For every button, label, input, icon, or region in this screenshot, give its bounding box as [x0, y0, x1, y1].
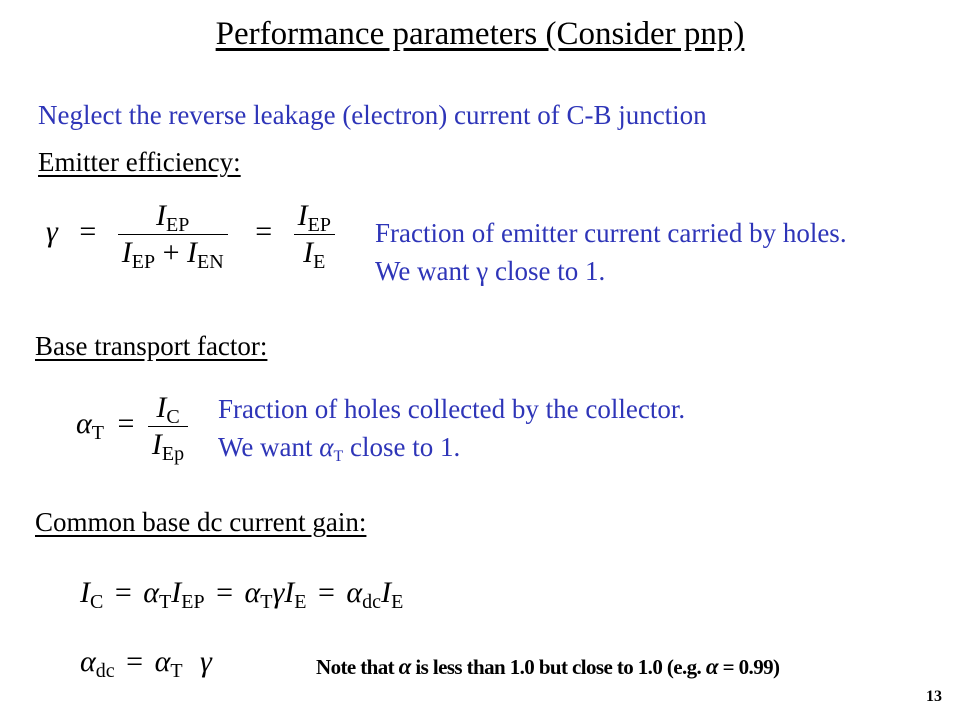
emitter-efficiency-heading: Emitter efficiency: — [38, 147, 241, 177]
base-transport-equation: $\alpha_T$ = $\frac{I_C}{I_{Ep}}$ — [76, 392, 188, 460]
current-gain-heading: Common base dc current gain: — [35, 507, 367, 537]
slide-title: Performance parameters (Consider pnp) — [215, 16, 745, 52]
base-transport-heading: Base transport factor: — [35, 331, 268, 361]
neglect-statement: Neglect the reverse leakage (electron) current of C-B junction — [38, 100, 707, 130]
note-text: Note that α is less than 1.0 but close to 1.0 (e.g. α = 0.99) — [316, 654, 780, 679]
alpha-dc-equation: $\alpha_{dc} = \alpha_T$ γ — [80, 645, 212, 682]
page-number: 13 — [926, 688, 942, 705]
emitter-efficiency-equation: γ = $\frac{I_{EP}}{I_{EP} + I_{EN}}$ = $\frac{I_{EP}}{I_E}$ — [46, 200, 335, 268]
base-transport-desc-1: Fraction of holes collected by the collector. — [218, 394, 686, 424]
base-transport-desc-2: We want αT close to 1. — [218, 432, 461, 465]
emitter-efficiency-desc-1: Fraction of emitter current carried by holes. — [375, 218, 847, 248]
current-gain-equation: $I_C = \alpha_TI_{EP} = \alpha_T\gamma I_E = \alpha_{dc}I_E$ — [80, 576, 404, 613]
emitter-efficiency-desc-2: We want γ close to 1. — [375, 256, 606, 286]
